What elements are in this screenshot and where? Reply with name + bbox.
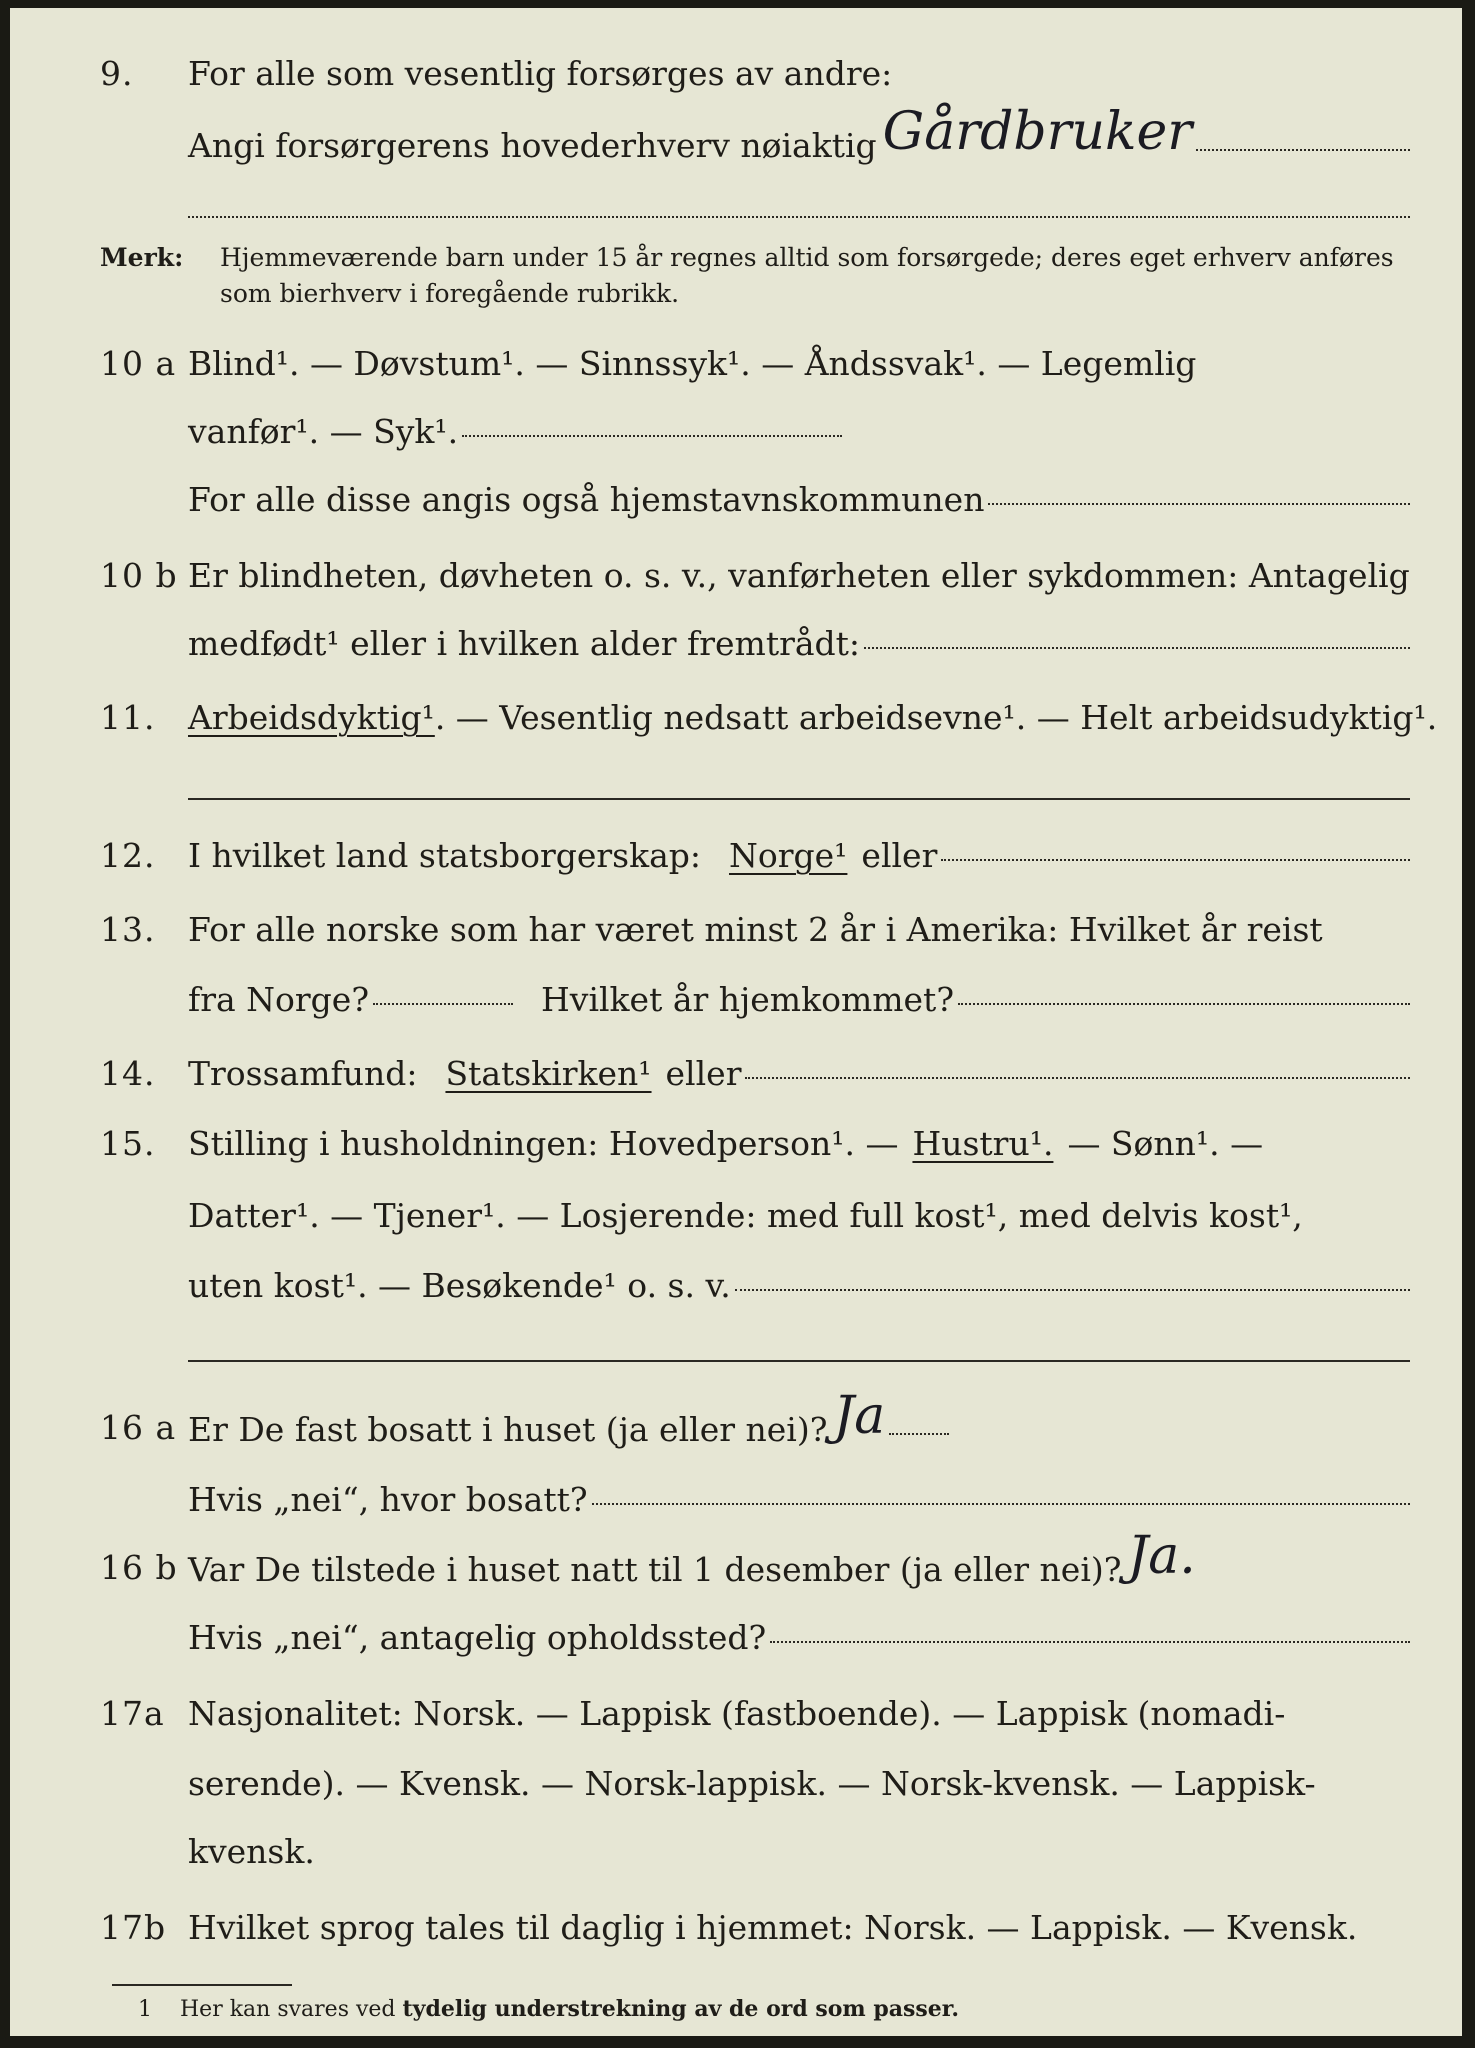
q11-selected-option: Arbeidsdyktig¹ xyxy=(188,698,435,737)
q10a-row-2 xyxy=(10,402,1462,462)
q9-row-2 xyxy=(10,102,1462,174)
q10a-text-1: Blind¹. — Døvstum¹. — Sinnssyk¹. — Åndssvak¹. — Legemlig xyxy=(188,344,1197,383)
q13-line-1 xyxy=(188,900,1410,960)
q9-text-2: Angi forsørgerens hovederhverv nøiaktig xyxy=(188,126,877,165)
q11-row xyxy=(10,688,1462,748)
q14-selected-option: Statskirken¹ xyxy=(445,1054,652,1093)
q13-text-2a: fra Norge? xyxy=(188,980,370,1019)
q10a-row-3 xyxy=(10,470,1462,530)
q15-row-1 xyxy=(10,1114,1462,1174)
q17b-line xyxy=(188,1898,1410,1958)
q14-dots xyxy=(745,1076,1410,1079)
q17a-row-2 xyxy=(10,1754,1462,1814)
q16b-text-1: Var De tilstede i huset natt til 1 desember (ja eller nei)? xyxy=(188,1550,1122,1589)
q13-number: 13. xyxy=(100,910,156,949)
q15-line-3 xyxy=(188,1256,1410,1316)
q16a-text-2: Hvis „nei“, hvor bosatt? xyxy=(188,1480,588,1519)
q15-dots xyxy=(735,1288,1410,1291)
q10a-text-3: For alle disse angis også hjemstavnskommunen xyxy=(188,480,985,519)
q10a-kommune-dots xyxy=(988,502,1410,505)
q17b-row xyxy=(10,1898,1462,1958)
q10b-line-1 xyxy=(188,546,1410,606)
q10b-line-2 xyxy=(188,614,1410,674)
footnote-bold-text: tydelig understrekning av de ord som passer. xyxy=(402,1996,960,2022)
q16b-handwritten-answer: Ja. xyxy=(1127,1526,1196,1586)
q10b-row-1 xyxy=(10,546,1462,606)
footnote xyxy=(138,1994,959,2025)
q12-selected-option: Norge¹ xyxy=(729,836,848,875)
footnote-text: Her kan svares ved xyxy=(180,1997,396,2022)
merk-text: Hjemmeværende barn under 15 år regnes alltid som forsørgede; deres eget erhverv anføres som bierhverv i foregående rubrikk. xyxy=(220,243,1394,308)
q12-eller: eller xyxy=(861,836,938,875)
q10b-alder-dots xyxy=(864,646,1410,649)
q13-hjemkommet-dots xyxy=(958,1002,1410,1005)
q16a-text-1: Er De fast bosatt i huset (ja eller nei)? xyxy=(188,1410,828,1449)
q11-line xyxy=(188,688,1438,748)
q13-text-1: For alle norske som har været minst 2 år i Amerika: Hvilket år reist xyxy=(188,910,1323,949)
q16b-opholdssted-dots xyxy=(770,1640,1410,1643)
q14-row xyxy=(10,1044,1462,1104)
q10a-syk-dots xyxy=(462,434,842,437)
q12-row xyxy=(10,826,1462,886)
q12-text: I hvilket land statsborgerskap: xyxy=(188,836,702,875)
q17a-text-1: Nasjonalitet: Norsk. — Lappisk (fastboende). — Lappisk (nomadi- xyxy=(188,1694,1286,1733)
q17a-number: 17a xyxy=(100,1694,165,1733)
q14-text: Trossamfund: xyxy=(188,1054,418,1093)
q17a-row-3 xyxy=(10,1822,1462,1882)
q15-text-3: uten kost¹. — Besøkende¹ o. s. v. xyxy=(188,1266,731,1305)
census-form-page xyxy=(10,8,1462,2036)
q15-row-2 xyxy=(10,1186,1462,1246)
q16b-row-2 xyxy=(10,1608,1462,1668)
q15-number: 15. xyxy=(100,1124,156,1163)
q15-separator xyxy=(188,1360,1410,1362)
merk-label: Merk: xyxy=(100,243,184,272)
q10a-line-3 xyxy=(188,470,1410,530)
q10b-text-1: Er blindheten, døvheten o. s. v., vanførheten eller sykdommen: Antagelig xyxy=(188,556,1410,595)
q11-separator xyxy=(188,798,1410,800)
q16a-line-1 xyxy=(188,1386,1410,1460)
q13-row-1 xyxy=(10,900,1462,960)
q16b-row-1 xyxy=(10,1526,1462,1598)
q16b-line-2 xyxy=(188,1608,1410,1668)
q11-number: 11. xyxy=(100,698,156,737)
q16a-row-2 xyxy=(10,1470,1462,1530)
q10b-row-2 xyxy=(10,614,1462,674)
q12-number: 12. xyxy=(100,836,156,875)
q17a-line-3 xyxy=(188,1822,1410,1882)
q17a-line-1 xyxy=(188,1684,1410,1744)
q15-line-1 xyxy=(188,1114,1410,1174)
q9-text-1: For alle som vesentlig forsørges av andre: xyxy=(188,54,893,93)
q14-eller: eller xyxy=(665,1054,742,1093)
q10a-number: 10 a xyxy=(100,344,177,383)
q13-text-2b: Hvilket år hjemkommet? xyxy=(541,980,955,1019)
q9-answer-line xyxy=(188,216,1410,218)
q16b-line-1 xyxy=(188,1526,1410,1600)
q10a-row-1 xyxy=(10,334,1462,394)
q15-line-2 xyxy=(188,1186,1410,1246)
q9-row-1 xyxy=(10,44,1462,104)
q16a-line-2 xyxy=(188,1470,1410,1530)
q12-line xyxy=(188,826,1410,886)
q14-line xyxy=(188,1044,1410,1104)
q15-row-3 xyxy=(10,1256,1462,1316)
q13-reist-dots xyxy=(373,1002,513,1005)
q13-line-2 xyxy=(188,970,1410,1030)
q9-line-1 xyxy=(188,44,1410,104)
q17b-text: Hvilket sprog tales til daglig i hjemmet: Norsk. — Lappisk. — Kvensk. xyxy=(188,1908,1358,1947)
q16a-answer-dots xyxy=(889,1432,949,1435)
q10a-line-1 xyxy=(188,334,1410,394)
q17a-text-2: serende). — Kvensk. — Norsk-lappisk. — Norsk-kvensk. — Lappisk- xyxy=(188,1764,1316,1803)
q9-number: 9. xyxy=(100,54,134,93)
q17b-number: 17b xyxy=(100,1908,167,1947)
q9-answer-dots xyxy=(1196,148,1410,151)
q17a-line-2 xyxy=(188,1754,1410,1814)
q16a-handwritten-answer: Ja xyxy=(833,1386,886,1446)
q17a-row-1 xyxy=(10,1684,1462,1744)
q15-text-2: Datter¹. — Tjener¹. — Losjerende: med full kost¹, med delvis kost¹, xyxy=(188,1196,1303,1235)
q9-handwritten-answer: Gårdbruker xyxy=(882,102,1193,162)
q15-text-1b: — Sønn¹. — xyxy=(1067,1124,1264,1163)
q16b-text-2: Hvis „nei“, antagelig opholdssted? xyxy=(188,1618,767,1657)
footnote-mark: 1 xyxy=(138,1997,152,2022)
q17a-text-3: kvensk. xyxy=(188,1832,315,1871)
q16a-bosatt-dots xyxy=(592,1502,1410,1505)
q13-row-2 xyxy=(10,970,1462,1030)
q15-text-1a: Stilling i husholdningen: Hovedperson¹. — xyxy=(188,1124,899,1163)
footnote-rule xyxy=(112,1984,292,1986)
q10b-text-2: medfødt¹ eller i hvilken alder fremtrådt: xyxy=(188,624,861,663)
q10b-number: 10 b xyxy=(100,556,178,595)
q15-selected-option: Hustru¹. xyxy=(912,1124,1054,1163)
q11-text: . — Vesentlig nedsatt arbeidsevne¹. — Helt arbeidsudyktig¹. xyxy=(434,698,1438,737)
q10a-line-2 xyxy=(188,402,1410,462)
q12-dots xyxy=(941,858,1410,861)
q16b-number: 16 b xyxy=(100,1548,178,1587)
q10a-text-2: vanfør¹. — Syk¹. xyxy=(188,412,459,451)
q14-number: 14. xyxy=(100,1054,156,1093)
q16a-row-1 xyxy=(10,1386,1462,1458)
q16a-number: 16 a xyxy=(100,1408,177,1447)
q9-line-2 xyxy=(188,102,1410,176)
